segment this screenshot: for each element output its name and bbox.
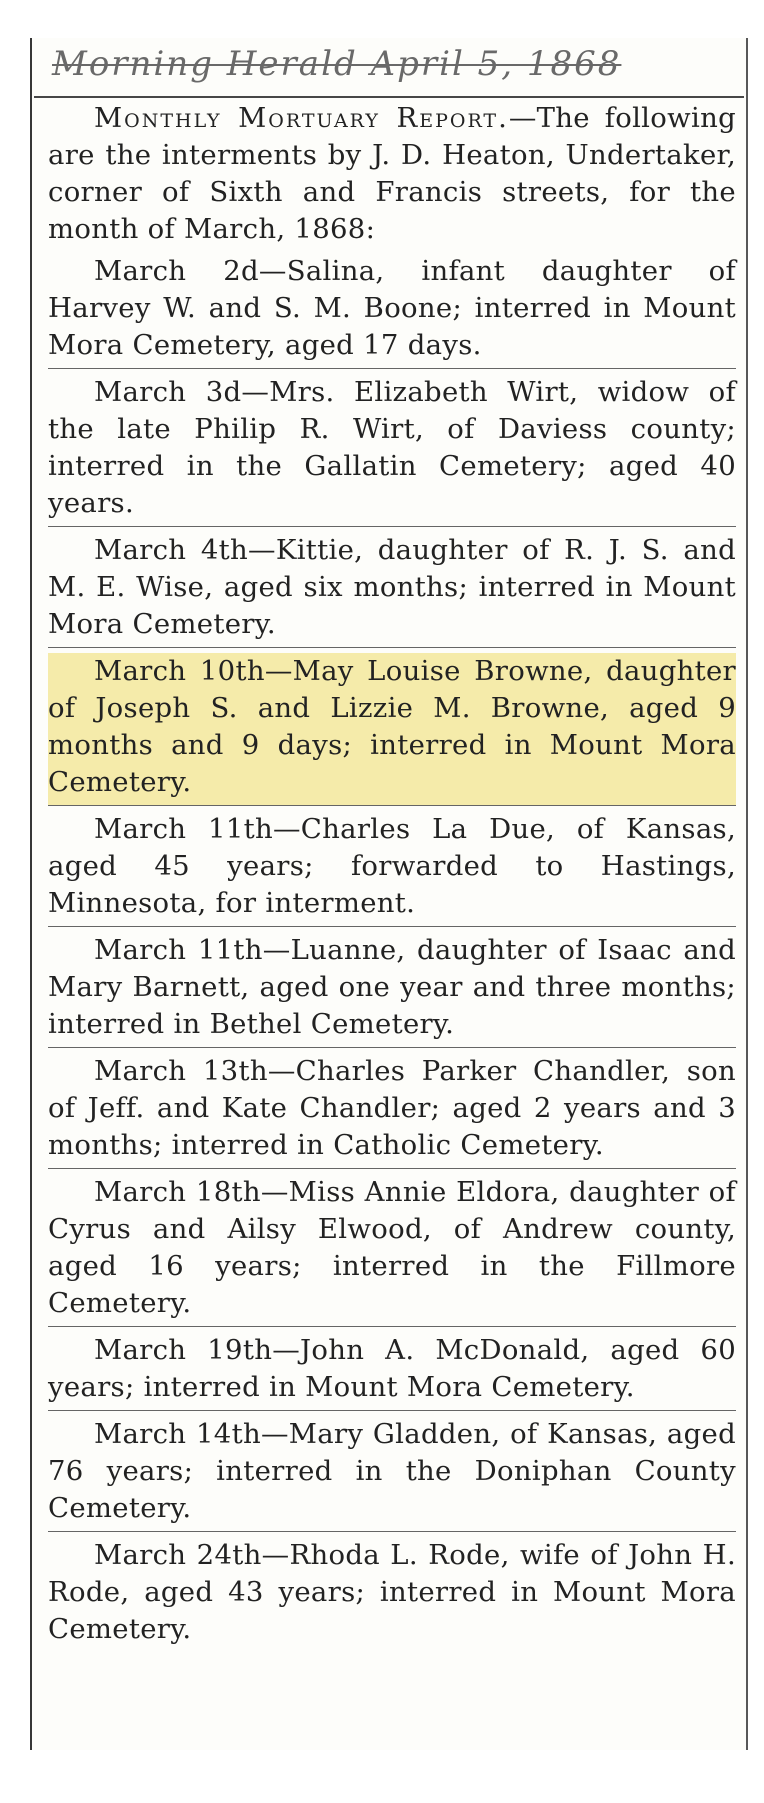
- entry-3: March 4th—Kittie, daughter of R. J. S. and M. E. Wise, aged six months; interred in Mount Mora Cemetery.: [48, 532, 736, 648]
- entry-11: March 24th—Rhoda L. Rode, wife of John H. Rode, aged 43 years; interred in Mount Mora Cemetery.: [48, 1539, 736, 1645]
- entry-1: March 2d—Salina, infant daughter of Harvey W. and S. M. Boone; interred in Mount Mora Cemetery, aged 17 days.: [48, 253, 736, 369]
- entry-6: March 11th—Luanne, daughter of Isaac and Mary Barnett, aged one year and three months; interred in Bethel Cemetery.: [48, 932, 736, 1048]
- entry-10: March 14th—Mary Gladden, of Kansas, aged 76 years; interred in the Doniphan County Cemetery.: [48, 1416, 736, 1532]
- newspaper-clipping: [30, 38, 748, 1750]
- masthead-rule: [34, 96, 744, 98]
- masthead: Morning Herald April 5, 1868: [52, 44, 622, 84]
- entry-4-highlighted: March 10th—May Louise Browne, daughter of Joseph S. and Lizzie M. Browne, aged 9 months and 9 days; interred in Mount Mora Cemetery.: [48, 653, 736, 806]
- report-intro-text: —The following are the interments by J. D. Heaton, Undertaker, corner of Sixth and Francis streets, for the month of March, 1868:: [48, 102, 736, 245]
- report-title: Monthly Mortuary Report.: [94, 102, 509, 134]
- entry-7: March 13th—Charles Parker Chandler, son of Jeff. and Kate Chandler; aged 2 years and 3 months; interred in Catholic Cemetery.: [48, 1053, 736, 1169]
- mortuary-report-column: [48, 100, 736, 1653]
- report-intro: [48, 100, 736, 248]
- entry-2: March 3d—Mrs. Elizabeth Wirt, widow of the late Philip R. Wirt, of Daviess county; interred in the Gallatin Cemetery; aged 40 years.: [48, 374, 736, 527]
- entry-9: March 19th—John A. McDonald, aged 60 years; interred in Mount Mora Cemetery.: [48, 1332, 736, 1411]
- entry-8: March 18th—Miss Annie Eldora, daughter of Cyrus and Ailsy Elwood, of Andrew county, aged 16 years; interred in the Fillmore Cemetery.: [48, 1174, 736, 1327]
- entry-5: March 11th—Charles La Due, of Kansas, aged 45 years; forwarded to Hastings, Minnesota, for interment.: [48, 811, 736, 927]
